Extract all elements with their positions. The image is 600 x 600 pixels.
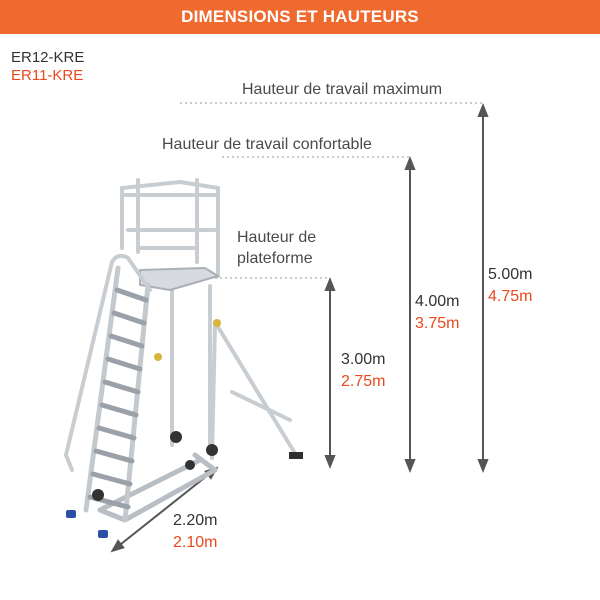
model-primary: ER12-KRE xyxy=(11,49,85,66)
label-max-height: Hauteur de travail maximum xyxy=(242,81,443,98)
label-platform-height-line1: Hauteur de xyxy=(237,229,317,246)
rubber-feet xyxy=(66,510,108,538)
value-platform-secondary: 2.75m xyxy=(341,373,386,390)
value-length-secondary: 2.10m xyxy=(173,534,218,551)
stabiliser-outrigger xyxy=(212,322,296,458)
platform xyxy=(140,268,218,290)
value-comfort-secondary: 3.75m xyxy=(415,315,460,332)
model-secondary: ER11-KRE xyxy=(11,67,84,84)
value-max-secondary: 4.75m xyxy=(488,288,533,305)
value-comfort-primary: 4.00m xyxy=(415,293,460,310)
value-max-primary: 5.00m xyxy=(488,266,533,283)
label-comfort-height: Hauteur de travail confortable xyxy=(162,136,372,153)
guide-lines xyxy=(180,103,483,278)
outrigger-foot xyxy=(289,452,303,459)
value-platform-primary: 3.00m xyxy=(341,351,386,368)
label-platform-height-line2: plateforme xyxy=(237,250,313,267)
wheels xyxy=(92,431,218,501)
value-length-primary: 2.20m xyxy=(173,512,218,529)
header-title: DIMENSIONS ET HAUTEURS xyxy=(181,7,419,26)
